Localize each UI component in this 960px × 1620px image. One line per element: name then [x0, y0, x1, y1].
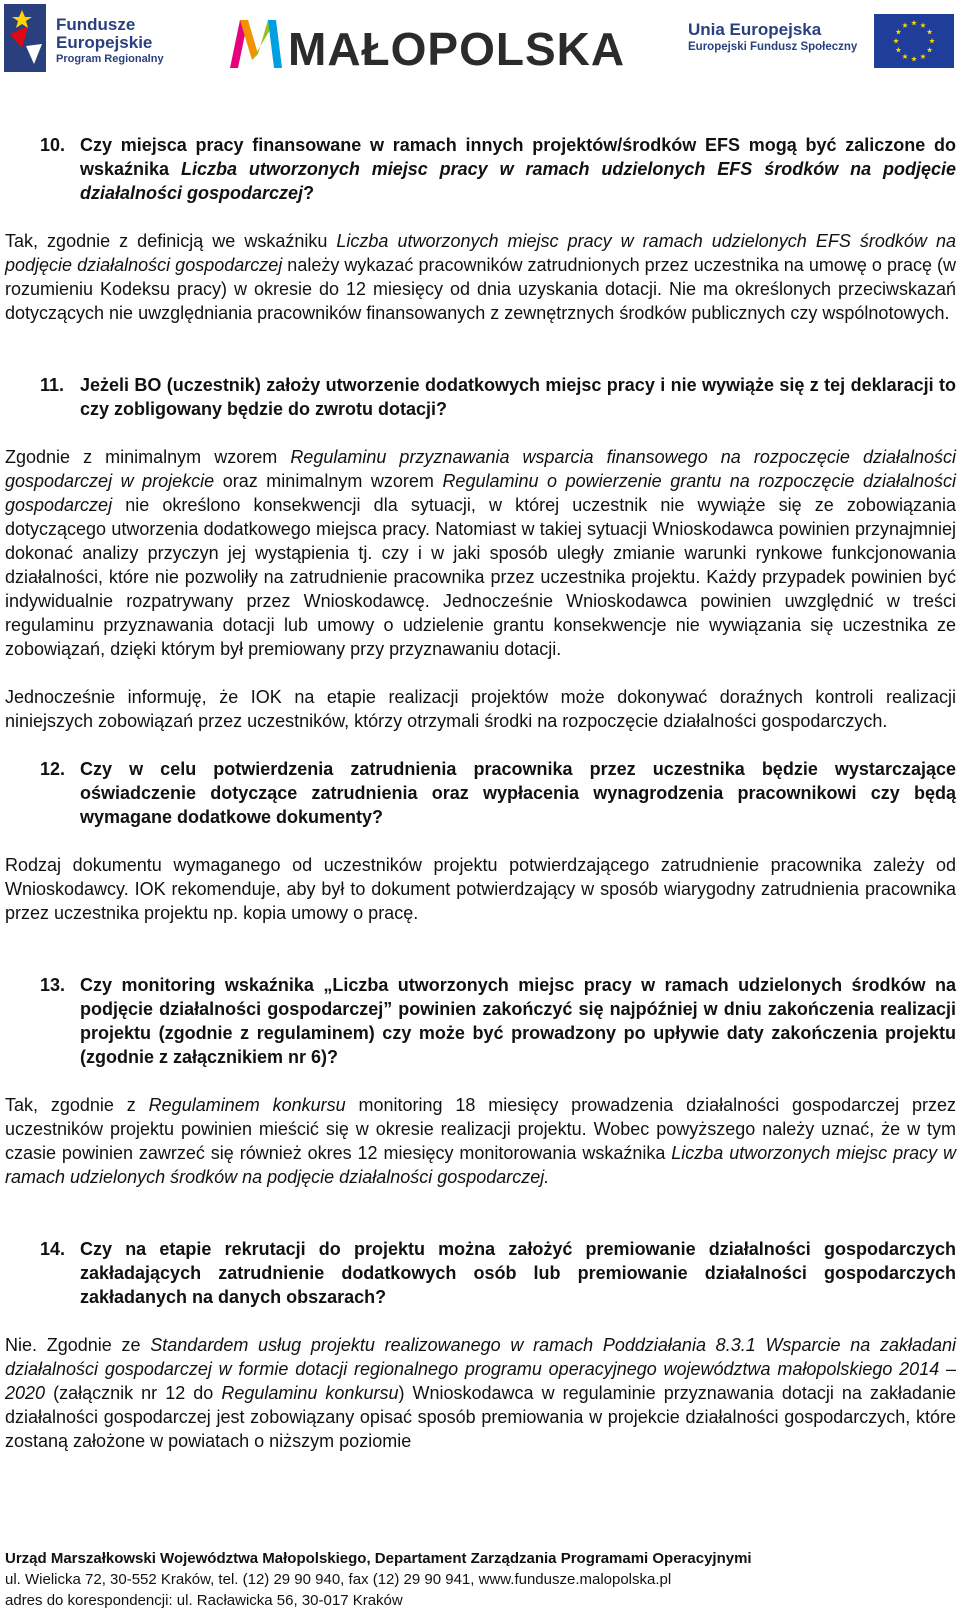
question-text: Czy w celu potwierdzenia zatrudnienia pracownika przez uczestnika będzie wystarczające oświadczenie dotyczące zatrudnienia oraz wypłacenia wynagrodzenia pracownikowi czy będą wymagane dodatkowe dokumenty? [80, 759, 956, 827]
question [5, 373, 956, 421]
faq-content [5, 133, 956, 1501]
answer-paragraph: Tak, zgodnie z definicją we wskaźniku Liczba utworzonych miejsc pracy w ramach udzielonych EFS środków na podjęcie działalności gospodarczej należy wykazać pracowników zatrudnionych przez uczestnika na umowę o pracę (w rozumieniu Kodeksu pracy) w okresie do 12 miesięcy od dnia uzyskania dotacji. Nie ma określonych przeciwskazań dotyczących nie uwzględniania pracowników finansowanych z zewnętrznych środków publicznych czy wspólnotowych. [5, 231, 957, 323]
answer-paragraph: Jednocześnie informuję, że IOK na etapie realizacji projektów może dokonywać doraźnych kontroli realizacji niniejszych zobowiązań przez uczestników, którzy otrzymali środki na rozpoczęcie działalności gospodarczych. [5, 687, 956, 731]
question [5, 973, 956, 1069]
ue-logo-line2: Europejski Fundusz Społeczny [688, 41, 858, 53]
fe-stars-icon [4, 4, 46, 72]
answer-paragraph: Tak, zgodnie z Regulaminem konkursu monitoring 18 miesięcy prowadzenia działalności gospodarczej przez uczestników projektu powinien mieścić się w okresie realizacji projektu. Wobec powyższego należy uznać, że w tym czasie powinien zawrzeć się również okres 12 miesięcy monitorowania wskaźnika Liczba utworzonych miejsc pracy w ramach udzielonych środków na podjęcie działalności gospodarczej. [5, 1095, 956, 1187]
answer-paragraph: Nie. Zgodnie ze Standardem usług projektu realizowanego w ramach Poddziałania 8.3.1 Wsparcie na zakładani działalności gospodarczej w formie dotacji regionalnego programu operacyjnego województwa małopolskiego 2014 – 2020 (załącznik nr 12 do Regulaminu konkursu) Wnioskodawca w regulaminie przyznawania dotacji na zakładanie działalności gospodarczej jest zobowiązany opisać sposób premiowania w projekcie działalności gospodarczych, które zostaną założone w powiatach o niższym poziomie [5, 1335, 957, 1451]
footer-correspondence: adres do korespondencji: ul. Racławicka 56, 30-017 Kraków [5, 1592, 403, 1609]
footer-address: ul. Wielicka 72, 30-552 Kraków, tel. (12) 29 90 940, fax (12) 29 90 941, www.fundusze.malopolska.pl [5, 1571, 672, 1588]
page-header [0, 0, 960, 80]
page-footer [5, 1548, 956, 1611]
fe-logo-line3: Program Regionalny [56, 53, 164, 65]
question-number: 12. [40, 759, 66, 779]
unia-europejska-logo [688, 20, 858, 54]
question [5, 1237, 956, 1309]
question [5, 757, 956, 829]
fe-logo-line2: Europejskie [56, 33, 153, 52]
question-number: 11. [40, 375, 65, 395]
question [5, 133, 956, 205]
question-text: Czy na etapie rekrutacji do projektu można założyć premiowanie działalności gospodarczych zakładających zatrudnienie dodatkowych osób lub premiowanie działalności gospodarczych zakładanych na danych obszarach? [80, 1239, 956, 1307]
question-number: 14. [40, 1239, 66, 1259]
ue-logo-line1: Unia Europejska [688, 20, 822, 39]
question-number: 13. [40, 975, 66, 995]
answer-paragraph: Rodzaj dokumentu wymaganego od uczestników projektu potwierdzającego zatrudnienie pracownika zależy od Wnioskodawcy. IOK rekomenduje, aby był to dokument potwierdzający w sposób wiarygodny zatrudnienia pracownika przez uczestnika projektu np. kopia umowy o pracę. [5, 855, 956, 923]
fe-logo-line1: Fundusze [56, 15, 136, 34]
question-text: Czy monitoring wskaźnika „Liczba utworzonych miejsc pracy w ramach udzielonych środków na podjęcie działalności gospodarczej” powinien zakończyć się najpóźniej w dniu zakończenia realizacji projektu (zgodnie z regulaminem) czy może być prowadzony po upływie daty zakończenia projektu (zgodnie z załącznikiem nr 6)? [80, 975, 956, 1067]
question-number: 10. [40, 135, 66, 155]
footer-institution: Urząd Marszałkowski Województwa Małopolskiego, Departament Zarządzania Programami Operacyjnymi [5, 1550, 752, 1567]
question-text: Czy miejsca pracy finansowane w ramach innych projektów/środków EFS mogą być zaliczone do wskaźnika Liczba utworzonych miejsc pracy w ramach udzielonych EFS środków na podjęcie działalności gospodarczej? [80, 135, 957, 203]
malopolska-wordmark: MAŁOPOLSKA [288, 23, 626, 75]
answer-paragraph: Zgodnie z minimalnym wzorem Regulaminu przyznawania wsparcia finansowego na rozpoczęcie działalności gospodarczej w projekcie oraz minimalnym wzorem Regulaminu o powierzenie grantu na rozpoczęcie działalności gospodarczej nie określono konsekwencji dla sytuacji, w której uczestnik nie wywiąże się ze zobowiązania dotyczącego utworzenia dodatkowego miejsca pracy. Natomiast w takiej sytuacji Wnioskodawca powinien przynajmniej dokonać analizy przyczyn jej wystąpienia tj. czy i w jaki sposób uległy zmianie warunki rynkowe funkcjonowania działalności, które nie pozwoliły na zatrudnienie pracownika przez uczestnika projektu. Każdy przypadek powinien być indywidualnie rozpatrywany przez Wnioskodawcę. Jednocześnie Wnioskodawca powinien uwzględnić w treści regulaminu przyznawania dotacji lub umowy o udzielenie grantu konsekwencje nie wywiązania się uczestnika ze zobowiązań, dzięki którym był premiowany przy przyznawaniu dotacji. [5, 447, 956, 659]
question-text: Jeżeli BO (uczestnik) założy utworzenie dodatkowych miejsc pracy i nie wywiąże się z tej deklaracji to czy zobligowany będzie do zwrotu dotacji? [80, 375, 956, 419]
malopolska-m-icon [228, 14, 284, 70]
eu-flag-icon [874, 14, 954, 68]
